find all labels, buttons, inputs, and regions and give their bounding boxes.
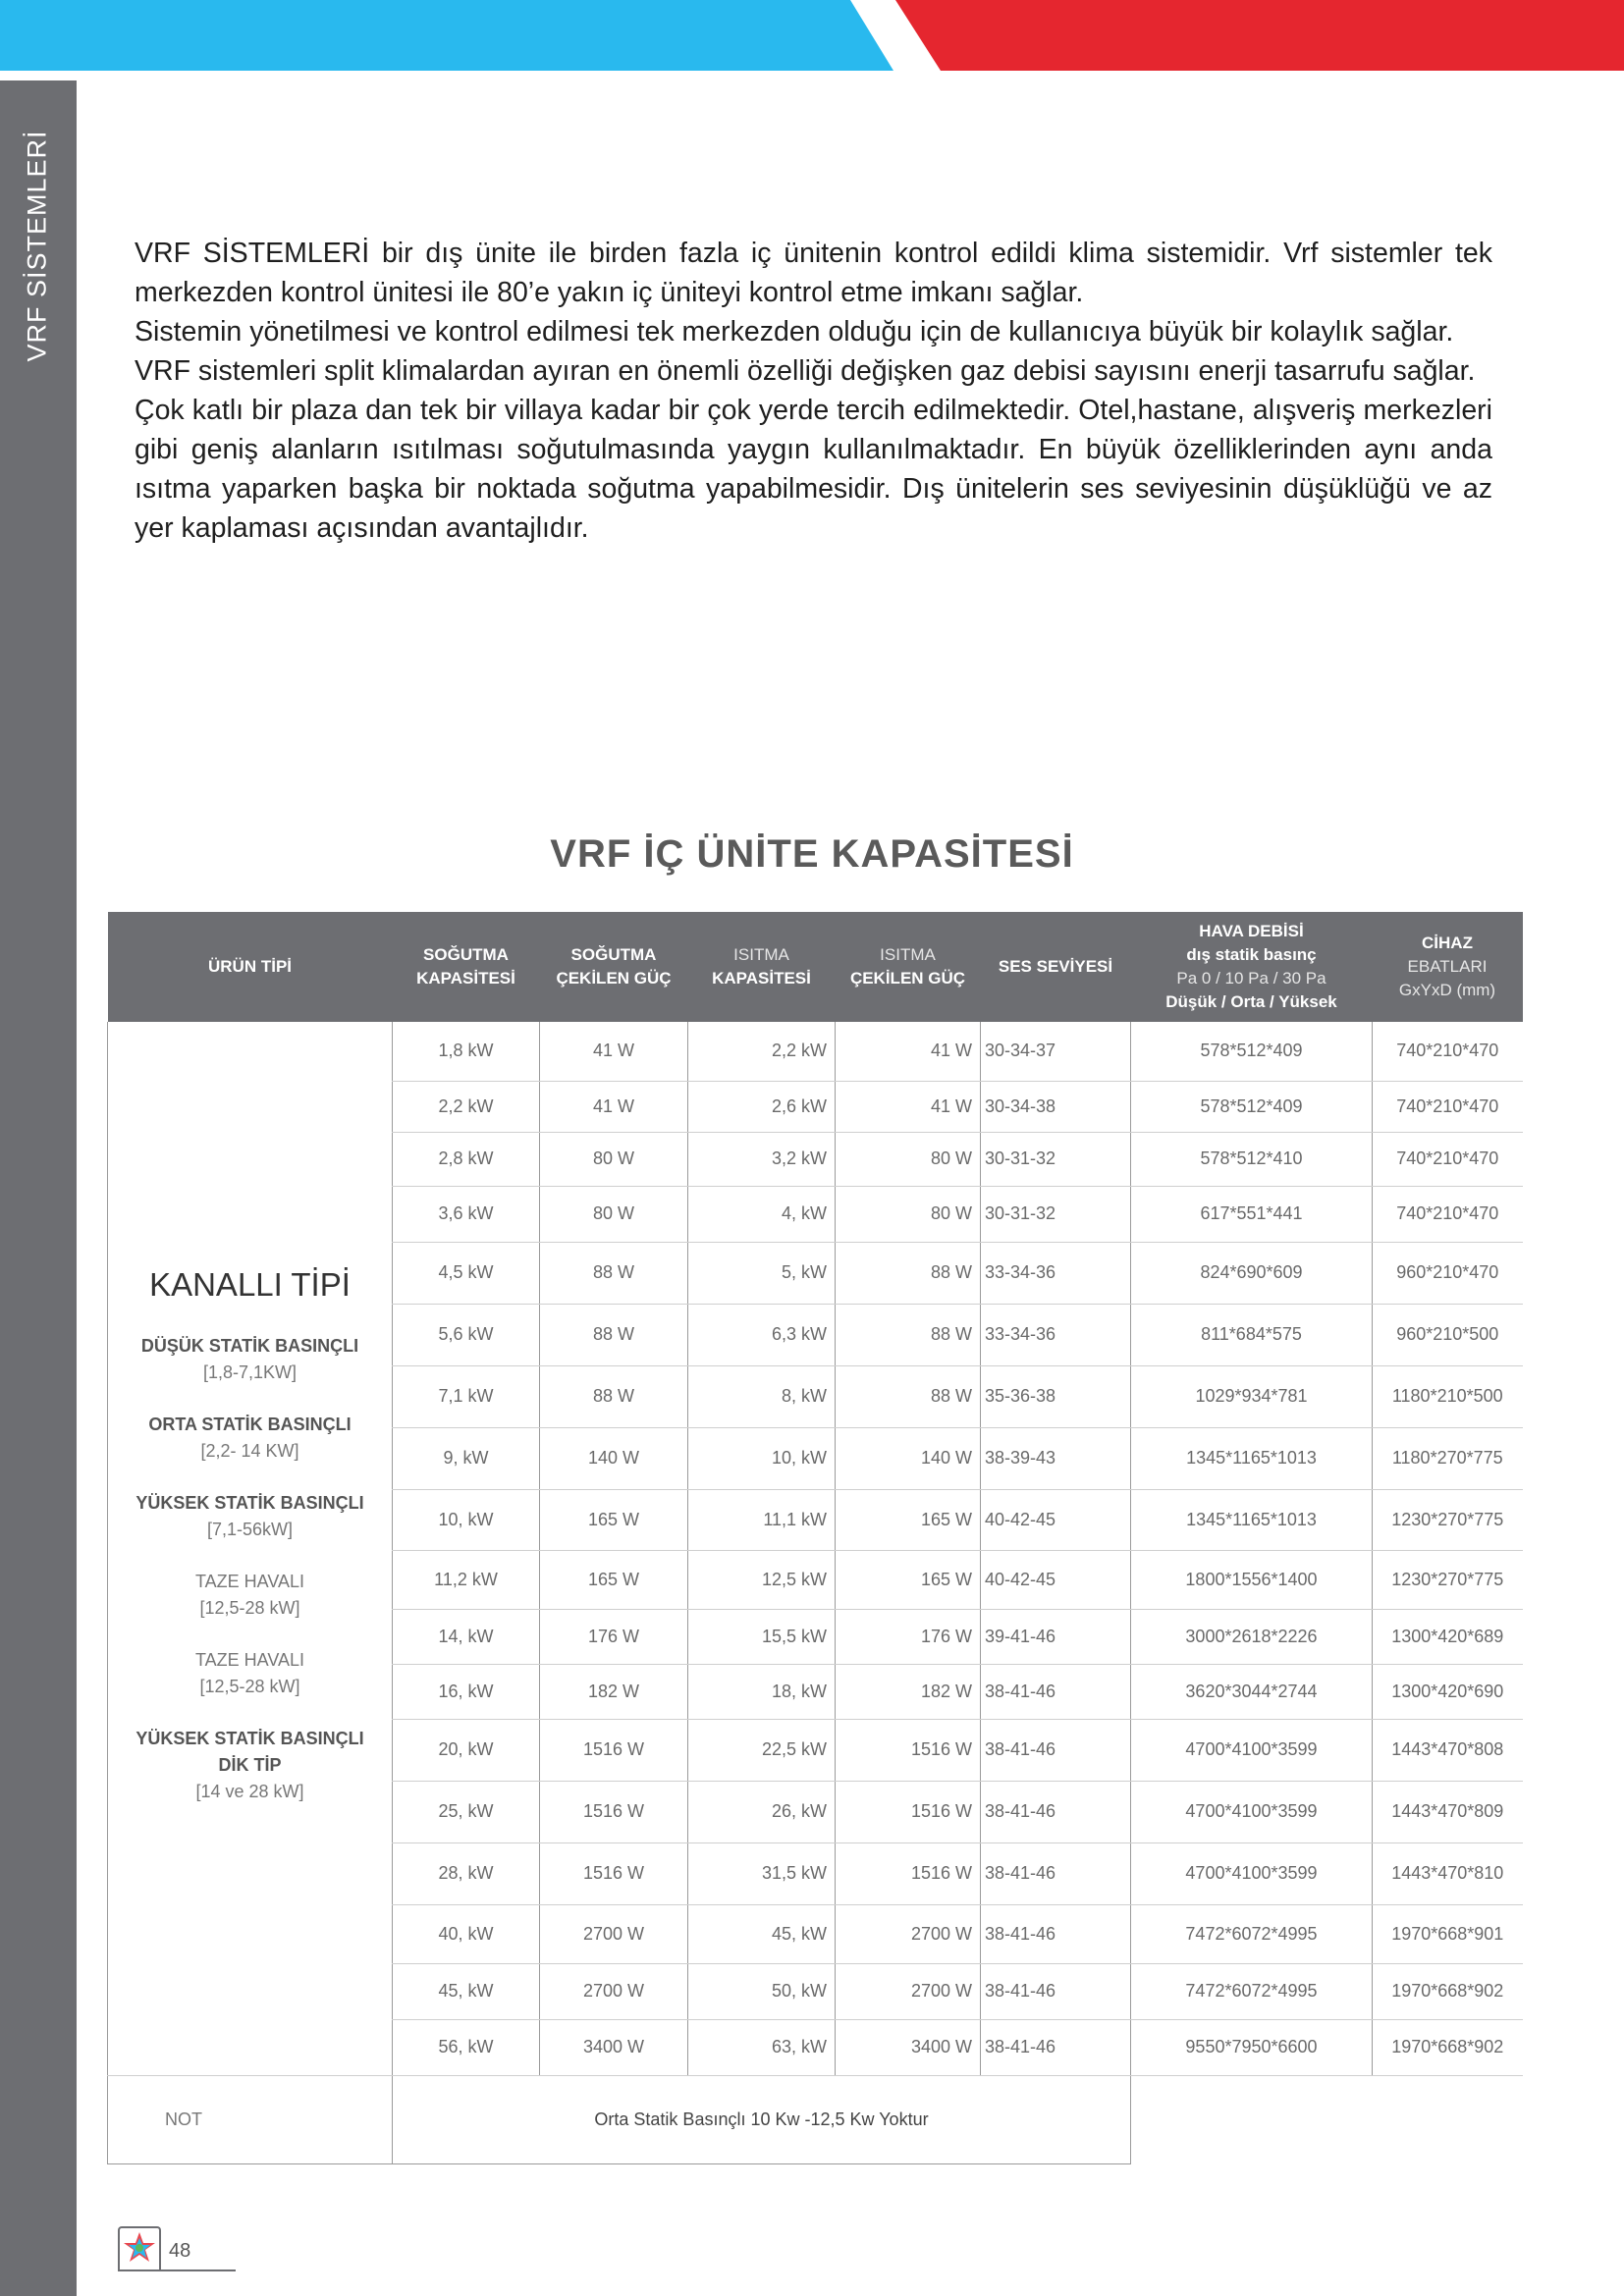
cooling-power-cell: 88 W [540, 1365, 688, 1427]
airflow-cell: 4700*4100*3599 [1131, 1781, 1373, 1842]
heating-capacity-cell: 15,5 kW [688, 1609, 836, 1664]
intro-paragraph: VRF SİSTEMLERİ bir dış ünite ile birden fazla iç ünitenin kontrol edildi klima sistemidir. Vrf sistemler tek merkezden kontrol ünitesi ile 80’e yakın iç üniteyi kontrol etme imkanı sağlar. [135, 238, 1492, 308]
cooling-capacity-cell: 10, kW [393, 1489, 540, 1550]
sound-level-cell: 39-41-46 [981, 1609, 1131, 1664]
intro-paragraph: Çok katlı bir plaza dan tek bir villaya kadar bir çok yerde tercih edilmektedir. Otel,hastane, alışveriş merkezleri gibi geniş alanların ısıtılması soğutulmasında yaygın kullanılmaktadır. En büyük özelliklerinden aynı anda ısıtma yaparken başka bir noktada soğutma yapabilmesidir. Dış ünitelerin ses seviyesinin düşüklüğü ve az yer kaplaması açısından avantajlıdır. [135, 395, 1492, 544]
airflow-cell: 1345*1165*1013 [1131, 1489, 1373, 1550]
cooling-power-cell: 3400 W [540, 2019, 688, 2075]
sound-level-cell: 33-34-36 [981, 1242, 1131, 1304]
heating-power-cell: 88 W [836, 1365, 981, 1427]
sound-level-cell: 40-42-45 [981, 1489, 1131, 1550]
product-type-group [116, 1333, 384, 1386]
sound-level-cell: 30-34-38 [981, 1081, 1131, 1132]
cooling-capacity-cell: 28, kW [393, 1842, 540, 1904]
dimensions-cell: 960*210*500 [1373, 1304, 1523, 1365]
sound-level-cell: 38-41-46 [981, 1963, 1131, 2019]
product-type-group [116, 1569, 384, 1622]
group-range: [14 ve 28 kW] [195, 1781, 304, 1801]
cooling-power-cell: 88 W [540, 1242, 688, 1304]
dimensions-cell: 1180*270*775 [1373, 1427, 1523, 1489]
group-heading: TAZE HAVALI [194, 1571, 305, 1591]
dimensions-cell: 1443*470*808 [1373, 1719, 1523, 1781]
dimensions-cell: 1970*668*902 [1373, 1963, 1523, 2019]
airflow-cell: 824*690*609 [1131, 1242, 1373, 1304]
airflow-cell: 7472*6072*4995 [1131, 1904, 1373, 1963]
heating-capacity-cell: 3,2 kW [688, 1132, 836, 1186]
cooling-power-cell: 140 W [540, 1427, 688, 1489]
cooling-capacity-cell: 3,6 kW [393, 1186, 540, 1242]
cooling-power-cell: 165 W [540, 1550, 688, 1609]
cooling-capacity-cell: 1,8 kW [393, 1022, 540, 1081]
cooling-capacity-cell: 40, kW [393, 1904, 540, 1963]
side-title-text: VRF SİSTEMLERİ [22, 129, 52, 362]
cooling-capacity-cell: 20, kW [393, 1719, 540, 1781]
sound-level-cell: 38-41-46 [981, 1664, 1131, 1719]
note-row [108, 2075, 1523, 2163]
sound-level-cell: 38-41-46 [981, 2019, 1131, 2075]
heating-power-cell: 88 W [836, 1304, 981, 1365]
product-type-group [116, 1490, 384, 1543]
table-header-row [108, 912, 1523, 1022]
group-range: [12,5-28 kW] [199, 1676, 300, 1696]
product-type-group [116, 1726, 384, 1805]
heating-power-cell: 165 W [836, 1489, 981, 1550]
page-footer [118, 2226, 236, 2273]
dimensions-cell: 1300*420*689 [1373, 1609, 1523, 1664]
heating-capacity-cell: 4, kW [688, 1186, 836, 1242]
heating-capacity-cell: 22,5 kW [688, 1719, 836, 1781]
note-blank [1131, 2075, 1523, 2163]
heating-capacity-cell: 50, kW [688, 1963, 836, 2019]
heating-power-cell: 3400 W [836, 2019, 981, 2075]
cooling-capacity-cell: 7,1 kW [393, 1365, 540, 1427]
cooling-capacity-cell: 11,2 kW [393, 1550, 540, 1609]
header-cihaz-ebatlari: CİHAZ EBATLARI GxYxD (mm) [1373, 912, 1523, 1022]
airflow-cell: 1345*1165*1013 [1131, 1427, 1373, 1489]
heating-power-cell: 80 W [836, 1132, 981, 1186]
product-type-group [116, 1647, 384, 1700]
cooling-capacity-cell: 16, kW [393, 1664, 540, 1719]
heating-power-cell: 2700 W [836, 1904, 981, 1963]
dimensions-cell: 1180*210*500 [1373, 1365, 1523, 1427]
side-bar [0, 80, 77, 2296]
heating-capacity-cell: 11,1 kW [688, 1489, 836, 1550]
header-band-blue [0, 0, 893, 71]
header-band-red [895, 0, 1624, 71]
airflow-cell: 4700*4100*3599 [1131, 1842, 1373, 1904]
cooling-power-cell: 41 W [540, 1081, 688, 1132]
cooling-power-cell: 2700 W [540, 1904, 688, 1963]
dimensions-cell: 1970*668*902 [1373, 2019, 1523, 2075]
heating-capacity-cell: 10, kW [688, 1427, 836, 1489]
heating-power-cell: 41 W [836, 1081, 981, 1132]
note-label: NOT [108, 2075, 393, 2163]
group-heading-2: DİK TİP [218, 1754, 282, 1775]
sound-level-cell: 38-41-46 [981, 1719, 1131, 1781]
side-title [12, 128, 63, 363]
sound-level-cell: 38-41-46 [981, 1842, 1131, 1904]
sound-level-cell: 30-34-37 [981, 1022, 1131, 1081]
dimensions-cell: 740*210*470 [1373, 1132, 1523, 1186]
heating-capacity-cell: 2,2 kW [688, 1022, 836, 1081]
header-isitma-guc: ISITMA ÇEKİLEN GÜÇ [836, 912, 981, 1022]
heating-power-cell: 182 W [836, 1664, 981, 1719]
airflow-cell: 578*512*410 [1131, 1132, 1373, 1186]
heating-capacity-cell: 5, kW [688, 1242, 836, 1304]
header-hava-debisi: HAVA DEBİSİ dış statik basınç Pa 0 / 10 Pa / 30 Pa Düşük / Orta / Yüksek [1131, 912, 1373, 1022]
cooling-power-cell: 80 W [540, 1132, 688, 1186]
sound-level-cell: 38-41-46 [981, 1781, 1131, 1842]
airflow-cell: 578*512*409 [1131, 1022, 1373, 1081]
cooling-power-cell: 2700 W [540, 1963, 688, 2019]
intro-paragraph: Sistemin yönetilmesi ve kontrol edilmesi tek merkezden olduğu için de kullanıcıya büyük bir kolaylık sağlar. [135, 316, 1454, 347]
dimensions-cell: 740*210*470 [1373, 1081, 1523, 1132]
cooling-capacity-cell: 45, kW [393, 1963, 540, 2019]
cooling-capacity-cell: 9, kW [393, 1427, 540, 1489]
heating-power-cell: 41 W [836, 1022, 981, 1081]
group-heading: YÜKSEK STATİK BASINÇLI [135, 1728, 364, 1748]
heating-power-cell: 140 W [836, 1427, 981, 1489]
footer-rule [118, 2269, 236, 2271]
heating-capacity-cell: 18, kW [688, 1664, 836, 1719]
heating-power-cell: 88 W [836, 1242, 981, 1304]
airflow-cell: 1800*1556*1400 [1131, 1550, 1373, 1609]
heating-power-cell: 1516 W [836, 1842, 981, 1904]
heating-capacity-cell: 26, kW [688, 1781, 836, 1842]
cooling-power-cell: 88 W [540, 1304, 688, 1365]
airflow-cell: 578*512*409 [1131, 1081, 1373, 1132]
dimensions-cell: 1230*270*775 [1373, 1489, 1523, 1550]
dimensions-cell: 960*210*470 [1373, 1242, 1523, 1304]
dimensions-cell: 1443*470*809 [1373, 1781, 1523, 1842]
sound-level-cell: 30-31-32 [981, 1132, 1131, 1186]
cooling-capacity-cell: 56, kW [393, 2019, 540, 2075]
dimensions-cell: 1970*668*901 [1373, 1904, 1523, 1963]
cooling-power-cell: 165 W [540, 1489, 688, 1550]
heating-capacity-cell: 63, kW [688, 2019, 836, 2075]
dimensions-cell: 1443*470*810 [1373, 1842, 1523, 1904]
group-heading: YÜKSEK STATİK BASINÇLI [135, 1492, 364, 1513]
heating-capacity-cell: 8, kW [688, 1365, 836, 1427]
heating-capacity-cell: 45, kW [688, 1904, 836, 1963]
cooling-power-cell: 1516 W [540, 1781, 688, 1842]
heating-power-cell: 165 W [836, 1550, 981, 1609]
heating-power-cell: 176 W [836, 1609, 981, 1664]
header-ses-seviyesi: SES SEVİYESİ [981, 912, 1131, 1022]
airflow-cell: 4700*4100*3599 [1131, 1719, 1373, 1781]
header-isitma-kapasitesi: ISITMA KAPASİTESİ [688, 912, 836, 1022]
intro-paragraph: VRF sistemleri split klimalardan ayıran en önemli özelliği değişken gaz debisi sayısını enerji tasarrufu sağlar. [135, 355, 1476, 387]
sound-level-cell: 40-42-45 [981, 1550, 1131, 1609]
heating-capacity-cell: 31,5 kW [688, 1842, 836, 1904]
logo-icon [118, 2226, 161, 2269]
sound-level-cell: 38-41-46 [981, 1904, 1131, 1963]
dimensions-cell: 1300*420*690 [1373, 1664, 1523, 1719]
cooling-power-cell: 1516 W [540, 1842, 688, 1904]
star-logo-icon [120, 2228, 159, 2268]
airflow-cell: 1029*934*781 [1131, 1365, 1373, 1427]
heating-capacity-cell: 12,5 kW [688, 1550, 836, 1609]
group-range: [12,5-28 kW] [199, 1597, 300, 1618]
sound-level-cell: 30-31-32 [981, 1186, 1131, 1242]
product-type-cell [108, 1022, 393, 2075]
heating-power-cell: 80 W [836, 1186, 981, 1242]
header-sogutma-guc: SOĞUTMA ÇEKİLEN GÜÇ [540, 912, 688, 1022]
airflow-cell: 811*684*575 [1131, 1304, 1373, 1365]
heating-power-cell: 2700 W [836, 1963, 981, 2019]
sound-level-cell: 33-34-36 [981, 1304, 1131, 1365]
page-number: 48 [169, 2240, 191, 2262]
airflow-cell: 7472*6072*4995 [1131, 1963, 1373, 2019]
cooling-capacity-cell: 2,8 kW [393, 1132, 540, 1186]
group-range: [2,2- 14 KW] [200, 1440, 299, 1461]
intro-text [135, 234, 1492, 548]
cooling-power-cell: 41 W [540, 1022, 688, 1081]
group-range: [7,1-56kW] [206, 1519, 294, 1539]
heating-power-cell: 1516 W [836, 1719, 981, 1781]
group-heading: DÜŞÜK STATİK BASINÇLI [140, 1335, 359, 1356]
airflow-cell: 9550*7950*6600 [1131, 2019, 1373, 2075]
group-heading: ORTA STATİK BASINÇLI [148, 1414, 352, 1434]
product-type-title: KANALLI TİPİ [149, 1265, 351, 1303]
airflow-cell: 3620*3044*2744 [1131, 1664, 1373, 1719]
cooling-capacity-cell: 25, kW [393, 1781, 540, 1842]
heating-capacity-cell: 6,3 kW [688, 1304, 836, 1365]
cooling-power-cell: 176 W [540, 1609, 688, 1664]
header-sogutma-kapasitesi: SOĞUTMA KAPASİTESİ [393, 912, 540, 1022]
cooling-capacity-cell: 2,2 kW [393, 1081, 540, 1132]
table-title: VRF İÇ ÜNİTE KAPASİTESİ [550, 832, 1074, 876]
sound-level-cell: 38-39-43 [981, 1427, 1131, 1489]
heating-power-cell: 1516 W [836, 1781, 981, 1842]
airflow-cell: 617*551*441 [1131, 1186, 1373, 1242]
group-range: [1,8-7,1KW] [202, 1362, 298, 1382]
cooling-capacity-cell: 14, kW [393, 1609, 540, 1664]
airflow-cell: 3000*2618*2226 [1131, 1609, 1373, 1664]
sound-level-cell: 35-36-38 [981, 1365, 1131, 1427]
note-text: Orta Statik Basınçlı 10 Kw -12,5 Kw Yoktur [393, 2075, 1131, 2163]
cooling-capacity-cell: 5,6 kW [393, 1304, 540, 1365]
dimensions-cell: 740*210*470 [1373, 1022, 1523, 1081]
cooling-power-cell: 182 W [540, 1664, 688, 1719]
header-urun-tipi: ÜRÜN TİPİ [108, 912, 393, 1022]
dimensions-cell: 1230*270*775 [1373, 1550, 1523, 1609]
cooling-capacity-cell: 4,5 kW [393, 1242, 540, 1304]
product-type-group [116, 1412, 384, 1465]
dimensions-cell: 740*210*470 [1373, 1186, 1523, 1242]
cooling-power-cell: 80 W [540, 1186, 688, 1242]
group-heading: TAZE HAVALI [194, 1649, 305, 1670]
capacity-table [107, 912, 1523, 2164]
table-row [108, 1022, 1523, 1081]
cooling-power-cell: 1516 W [540, 1719, 688, 1781]
heating-capacity-cell: 2,6 kW [688, 1081, 836, 1132]
